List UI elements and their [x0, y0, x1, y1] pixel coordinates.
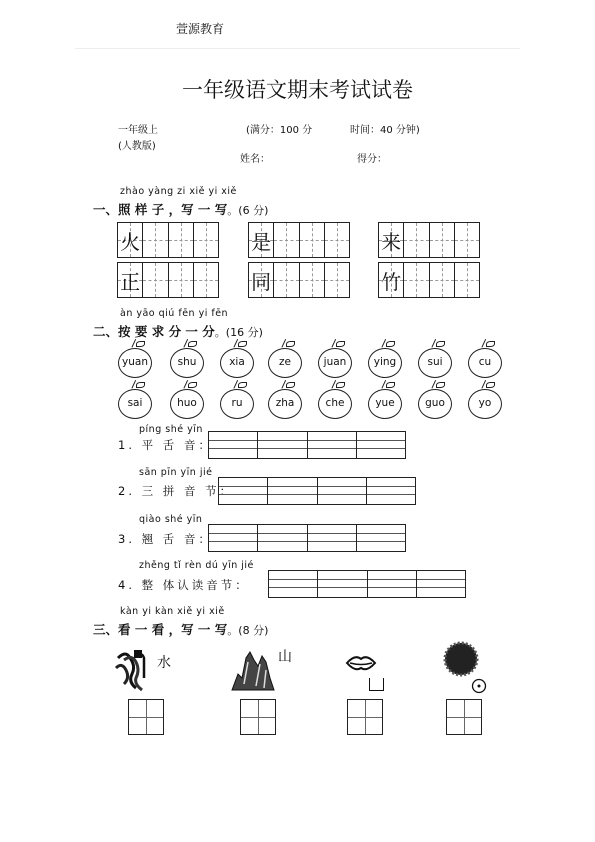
- model-char: 是: [251, 230, 272, 254]
- section1-title: 照 样 子 ，写 一 写: [118, 202, 228, 217]
- model-char: 来: [381, 230, 402, 254]
- mouth-glyph-shape: [369, 678, 384, 691]
- q4-answer-grid[interactable]: [268, 570, 466, 598]
- copy-grid-tong[interactable]: [248, 262, 350, 298]
- brand-header: 萱源教育: [176, 22, 225, 36]
- pinyin-apple: [468, 389, 502, 419]
- apple-leaf: [486, 341, 495, 347]
- mountain-picture-icon: [230, 648, 276, 692]
- pinyin-apple: [220, 348, 254, 378]
- apple-syllable: ze: [279, 356, 291, 368]
- write-box-water[interactable]: [128, 699, 164, 735]
- q2-label: [118, 483, 234, 499]
- copy-grid-shi[interactable]: [248, 222, 350, 258]
- q3-label: [118, 531, 213, 547]
- apple-leaf: [436, 382, 445, 388]
- pinyin-apple: [118, 389, 152, 419]
- copy-grid-zheng[interactable]: [117, 262, 219, 298]
- section1-heading: [93, 200, 268, 218]
- model-char: 竹: [381, 270, 402, 294]
- apple-leaf: [386, 341, 395, 347]
- section2-heading: [93, 322, 263, 340]
- section3-pinyin: kàn yi kàn xiě yi xiě: [120, 606, 225, 617]
- pinyin-apple: [368, 348, 402, 378]
- q2-text: 三 拼 音 节：: [141, 484, 235, 498]
- pinyin-apple: [220, 389, 254, 419]
- pinyin-apple: [118, 348, 152, 378]
- q2-answer-grid[interactable]: [218, 477, 416, 505]
- apple-syllable: cu: [478, 356, 492, 368]
- model-char: 同: [251, 270, 272, 294]
- apple-leaf: [336, 382, 345, 388]
- section1-number: 一、: [93, 202, 119, 217]
- pinyin-apple: [318, 348, 352, 378]
- q4-text: 整 体认读音节：: [141, 578, 250, 592]
- pinyin-apple: [318, 389, 352, 419]
- q1-label: [118, 437, 213, 453]
- pinyin-apple: [368, 389, 402, 419]
- section2-points: 。(16 分): [214, 326, 263, 339]
- section1-pinyin: zhào yàng zi xiě yi xiě: [120, 186, 237, 197]
- section1-points: 。(6 分): [227, 204, 269, 217]
- apple-syllable: ying: [373, 356, 397, 368]
- apple-leaf: [286, 341, 295, 347]
- time-label: 时间：40 分钟): [350, 125, 420, 136]
- sun-glyph-shape: [471, 678, 487, 694]
- apple-syllable: ru: [231, 397, 243, 409]
- copy-grid-huo[interactable]: [117, 222, 219, 258]
- score-field-label: 得分：: [357, 154, 387, 165]
- copy-grid-zhu[interactable]: [378, 262, 480, 298]
- write-box-sun[interactable]: [446, 699, 482, 735]
- apple-syllable: yue: [375, 397, 395, 409]
- q3-number: 3.: [118, 532, 135, 546]
- sun-picture-icon: [443, 641, 479, 677]
- q4-pinyin: zhěng tǐ rèn dú yīn jié: [139, 560, 254, 571]
- section2-title: 按 要 求 分 一 分: [118, 324, 215, 339]
- grade-label: 一年级上: [118, 125, 158, 136]
- model-char: 火: [120, 230, 141, 254]
- section2-number: 二、: [93, 324, 119, 339]
- write-box-mountain[interactable]: [240, 699, 276, 735]
- q2-number: 2.: [118, 484, 135, 498]
- section3-points: 。(8 分): [227, 624, 269, 637]
- apple-leaf: [136, 382, 145, 388]
- q4-number: 4.: [118, 578, 135, 592]
- apple-syllable: che: [325, 397, 345, 409]
- apple-syllable: sui: [427, 356, 443, 368]
- q1-number: 1.: [118, 438, 135, 452]
- section3-number: 三、: [93, 622, 119, 637]
- apple-syllable: juan: [323, 356, 347, 368]
- pinyin-apple: [418, 389, 452, 419]
- apple-leaf: [188, 382, 197, 388]
- apple-leaf: [188, 341, 197, 347]
- apple-syllable: yuan: [122, 356, 148, 368]
- apple-syllable: sai: [127, 397, 143, 409]
- write-box-mouth[interactable]: [347, 699, 383, 735]
- q4-label: [118, 577, 250, 593]
- name-field-label: 姓名：: [240, 154, 270, 165]
- apple-syllable: zha: [275, 397, 295, 409]
- section2-pinyin: àn yāo qiú fēn yi fēn: [120, 308, 229, 319]
- apple-leaf: [436, 341, 445, 347]
- mouth-picture-icon: [345, 654, 377, 672]
- apple-leaf: [286, 382, 295, 388]
- apple-syllable: yo: [478, 397, 492, 409]
- q1-answer-grid[interactable]: [208, 431, 406, 459]
- q3-answer-grid[interactable]: [208, 524, 406, 552]
- apple-leaf: [136, 341, 145, 347]
- q3-pinyin: qiào shé yīn: [139, 514, 203, 525]
- apple-syllable: shu: [177, 356, 197, 368]
- copy-grid-lai[interactable]: [378, 222, 480, 258]
- apple-syllable: xia: [229, 356, 245, 368]
- full-score-label: (满分：100 分: [246, 125, 313, 136]
- q3-text: 翘 舌 音：: [141, 532, 213, 546]
- pinyin-apple: [268, 389, 302, 419]
- model-char: 正: [120, 270, 141, 294]
- apple-syllable: guo: [425, 397, 445, 409]
- apple-leaf: [336, 341, 345, 347]
- apple-leaf: [386, 382, 395, 388]
- section3-title: 看 一 看 ，写 一 写: [118, 622, 228, 637]
- water-glyph: 水: [157, 655, 171, 671]
- page-title: 一年级语文期末考试试卷: [182, 78, 413, 102]
- apple-leaf: [238, 382, 247, 388]
- section3-heading: [93, 620, 268, 638]
- edition-label: (人教版): [118, 141, 156, 152]
- pinyin-apple: [170, 389, 204, 419]
- apple-leaf: [486, 382, 495, 388]
- pinyin-apple: [418, 348, 452, 378]
- q1-pinyin: píng shé yīn: [139, 424, 203, 435]
- pinyin-apple: [468, 348, 502, 378]
- apple-syllable: huo: [177, 397, 197, 409]
- pinyin-apple: [170, 348, 204, 378]
- apple-leaf: [238, 341, 247, 347]
- pinyin-apple: [268, 348, 302, 378]
- q1-text: 平 舌 音：: [141, 438, 213, 452]
- q2-pinyin: sān pīn yīn jié: [139, 467, 213, 478]
- header-divider: [75, 48, 520, 49]
- mountain-glyph: 山: [278, 649, 292, 665]
